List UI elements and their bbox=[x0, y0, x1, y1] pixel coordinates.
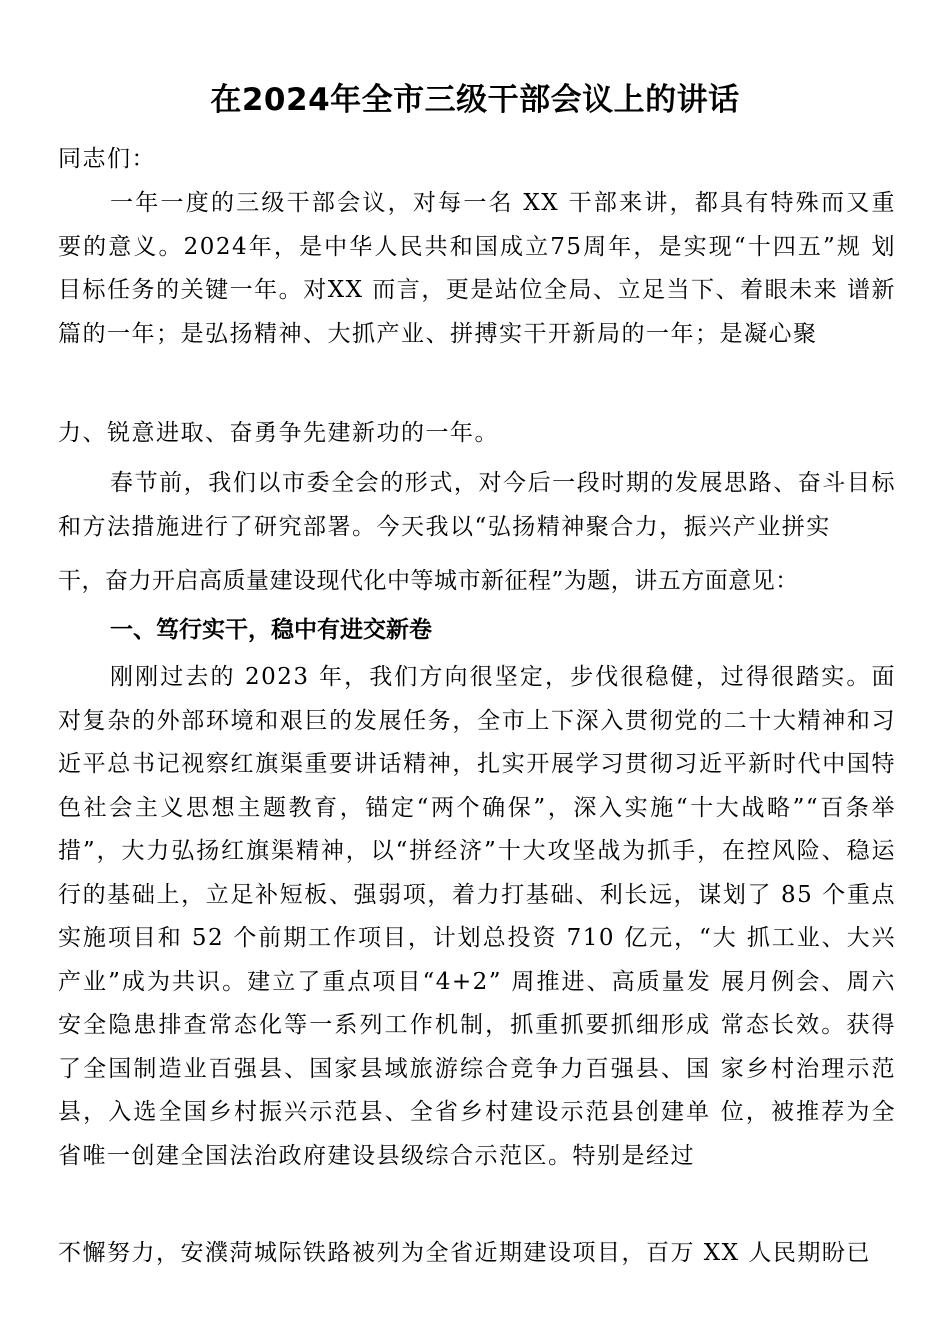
paragraph-3: 刚刚过去的 2023 年，我们方向很坚定，步伐很稳健，过得很踏实。面对复杂的外部环境和艰巨的发展任务，全市上下深入贯彻党的二十大精神和习近平总书记视察红旗渠重要讲话精神，扎实开展学习贯彻习近平新时代中国特色社会主义思想主题教育，锚定“两个确保”，深入实施“十大战略”“百条举措”，大力弘扬红旗渠精神，以“拼经济”十大攻坚战为抓手，在控风险、稳运行的基础上，立足补短板、强弱项，着力打基础、利长远，谋划了 85 个重点实施项目和 52 个前期工作项目，计划总投资 710 亿元，“大 抓工业、大兴产业”成为共识。建立了重点项目“4+2” 周推进、高质量发 展月例会、周六安全隐患排查常态化等一系列工作机制，抓重抓要抓细形成 常态长效。获得了全国制造业百强县、国家县域旅游综合竞争力百强县、国 家乡村治理示范县，入选全国乡村振兴示范县、全省乡村建设示范县创建单 位，被推荐为全省唯一创建全国法治政府建设县级综合示范区。特别是经过 bbox=[58, 664, 896, 1169]
salutation: 同志们： bbox=[58, 146, 156, 172]
paragraph-2: 春节前，我们以市委全会的形式，对今后一段时期的发展思路、奋斗目标和方法措施进行了研究部署。今天我以“弘扬精神聚合力，振兴产业拼实 bbox=[58, 470, 896, 540]
section-heading-1: 一、笃行实干，稳中有进交新卷 bbox=[110, 617, 432, 643]
paragraph-1: 一年一度的三级干部会议，对每一名 XX 干部来讲，都具有特殊而又重 要的意义。2024年，是中华人民共和国成立75周年，是实现“十四五”规 划目标任务的关键一年。对XX 而言，更是站位全局、立足当下、着眼未来 谱新篇的一年；是弘扬精神、大抓产业、拼搏实干开新局的一年；是凝心聚 bbox=[58, 190, 896, 347]
document-title: 在2024年全市三级干部会议上的讲话 bbox=[210, 82, 740, 118]
paragraph-3-continued: 不懈努力，安濮菏城际铁路被列为全省近期建设项目，百万 XX 人民期盼已 bbox=[58, 1240, 871, 1266]
paragraph-2-continued: 干，奋力开启高质量建设现代化中等城市新征程”为题，讲五方面意见： bbox=[58, 568, 799, 594]
paragraph-1-continued: 力、锐意进取、奋勇争先建新功的一年。 bbox=[58, 420, 499, 446]
